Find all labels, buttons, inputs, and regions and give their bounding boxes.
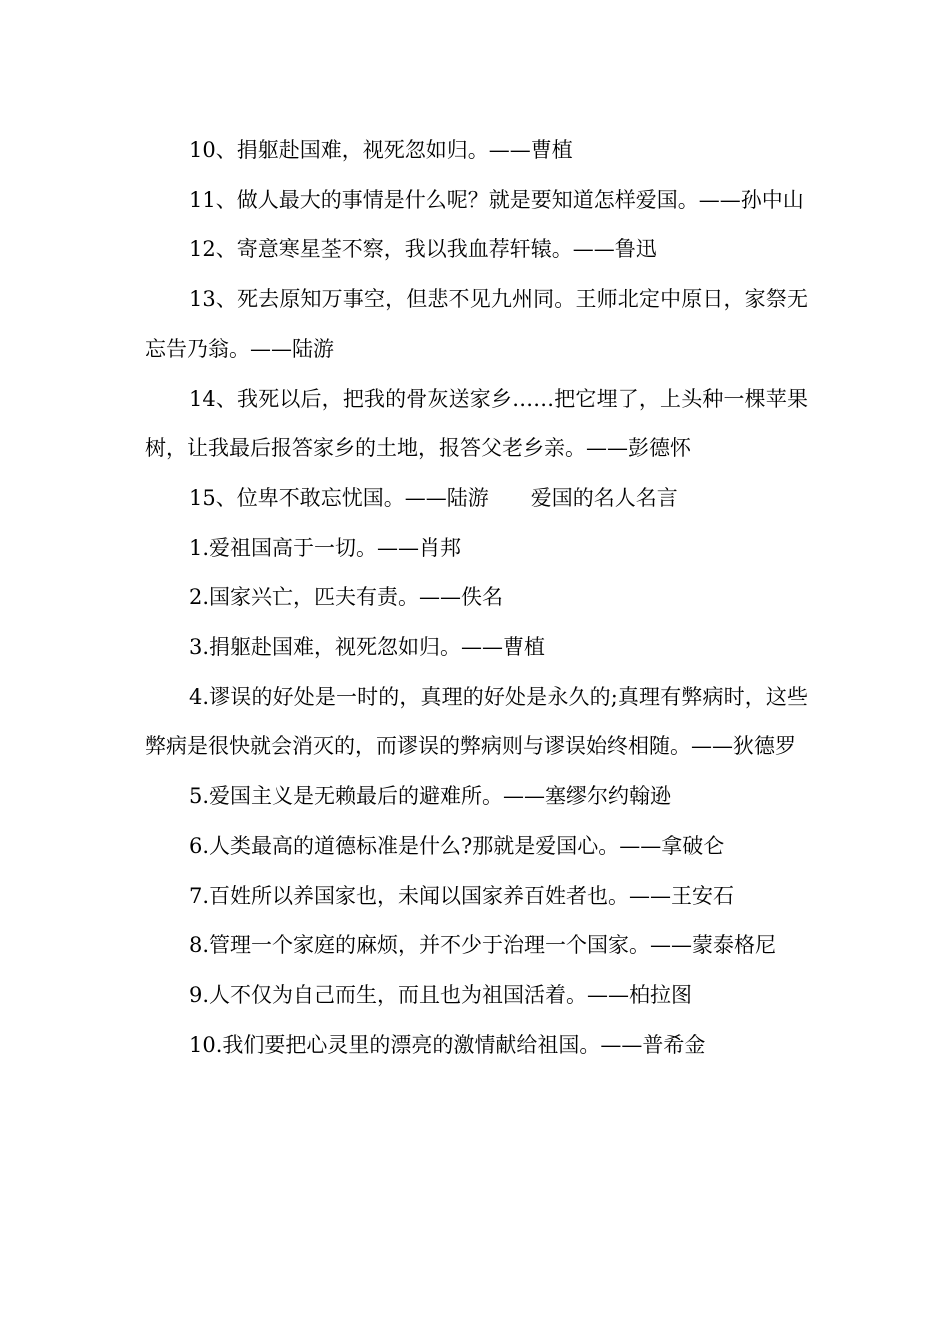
quote-item-2: 2.国家兴亡，匹夫有责。——佚名	[189, 585, 504, 610]
document-body	[145, 126, 808, 1070]
quote-paragraph-11-sunzhongshan: 11、做人最大的事情是什么呢？就是要知道怎样爱国。——孙中山	[189, 187, 804, 212]
quote-paragraph-10-caozhi: 10、捐躯赴国难，视死忽如归。——曹植	[189, 138, 573, 162]
quote-paragraph-13-luyou: 13、死去原知万事空，但悲不见九州同。王师北定中原日，家祭无忘告乃翁。——陆游	[145, 287, 808, 361]
quote-item-5: 5.爱国主义是无赖最后的避难所。——塞缪尔约翰逊	[189, 784, 672, 809]
quote-item-8: 8.管理一个家庭的麻烦，并不少于治理一个国家。——蒙泰格尼	[189, 933, 777, 958]
quote-paragraph-14-pengdehuai: 14、我死以后，把我的骨灰送家乡……把它埋了，上头种一棵苹果树，让我最后报答家乡的土地，报答父老乡亲。——彭德怀	[145, 386, 808, 461]
quote-item-9: 9.人不仅为自己而生，而且也为祖国活着。——柏拉图	[189, 982, 693, 1007]
quote-item-7: 7.百姓所以养国家也，未闻以国家养百姓者也。——王安石	[189, 883, 735, 908]
quote-item-10: 10.我们要把心灵里的漂亮的激情献给祖国。——普希金	[189, 1032, 706, 1057]
quote-item-6: 6.人类最高的道德标准是什么?那就是爱国心。——拿破仑	[189, 833, 725, 858]
quote-paragraph-12-luxun: 12、寄意寒星荃不察，我以我血荐轩辕。——鲁迅	[189, 237, 657, 262]
quote-item-4: 4.谬误的好处是一时的，真理的好处是永久的;真理有弊病时，这些弊病是很快就会消灭的，而谬误的弊病则与谬误始终相随。——狄德罗	[145, 684, 808, 759]
quote-item-3: 3.捐躯赴国难，视死忽如归。——曹植	[189, 635, 546, 660]
quote-paragraph-15-luyou: 15、位卑不敢忘忧国。——陆游 爱国的名人名言	[189, 485, 678, 510]
quote-item-1: 1.爱祖国高于一切。——肖邦	[189, 535, 462, 560]
